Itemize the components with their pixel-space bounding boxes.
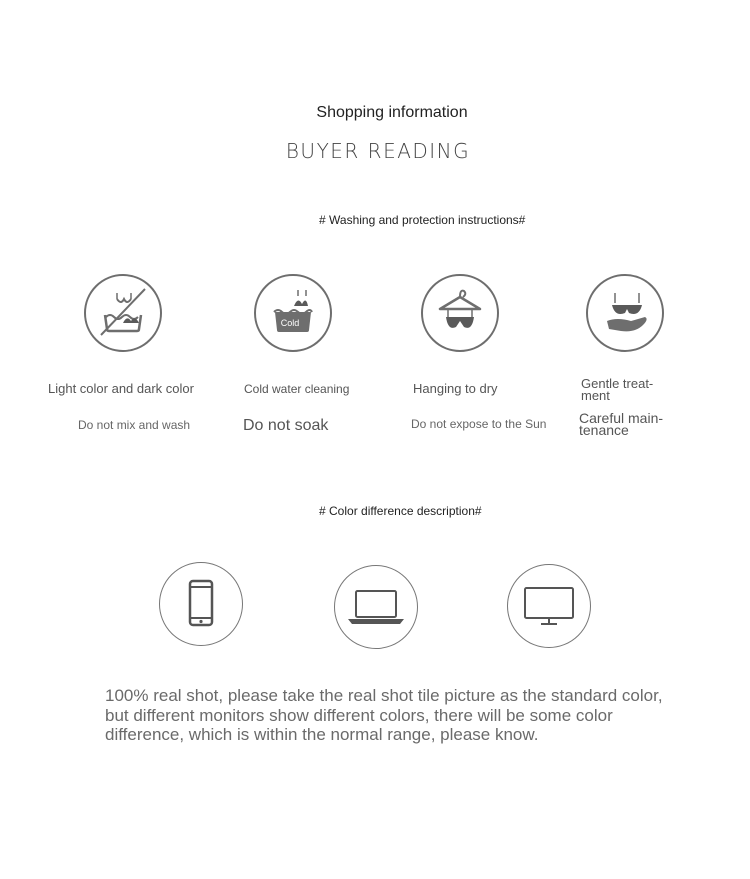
washing-heading: # Washing and protection instructions# [319,213,526,227]
label-cold-water: Cold water cleaning [244,382,350,396]
phone-icon [159,562,243,646]
label-mix-wash: Light color and dark color [48,381,194,396]
detail-cold-water: Do not soak [243,417,329,434]
no-mix-wash-icon [84,274,162,352]
label-gentle: Gentle treat- ment [581,376,654,403]
monitor-icon [507,564,591,648]
detail-careful: Careful main- tenance [579,410,664,438]
cold-badge: Cold [280,318,300,328]
hand-care-icon [586,274,664,352]
laptop-icon [334,565,418,649]
hanger-icon [421,274,499,352]
detail-hanging: Do not expose to the Sun [411,417,547,431]
label-hanging: Hanging to dry [413,381,498,396]
page-subtitle: BUYER READING [285,139,471,163]
page-title: Shopping information [316,104,468,121]
color-note: 100% real shot, please take the real shot tile picture as the standard color, but different monitors show different colors, there will be some color difference, which is within the normal range, please know. [105,686,663,744]
cold-water-icon [254,274,332,352]
color-heading: # Color difference description# [319,504,482,518]
detail-mix-wash: Do not mix and wash [78,418,191,432]
